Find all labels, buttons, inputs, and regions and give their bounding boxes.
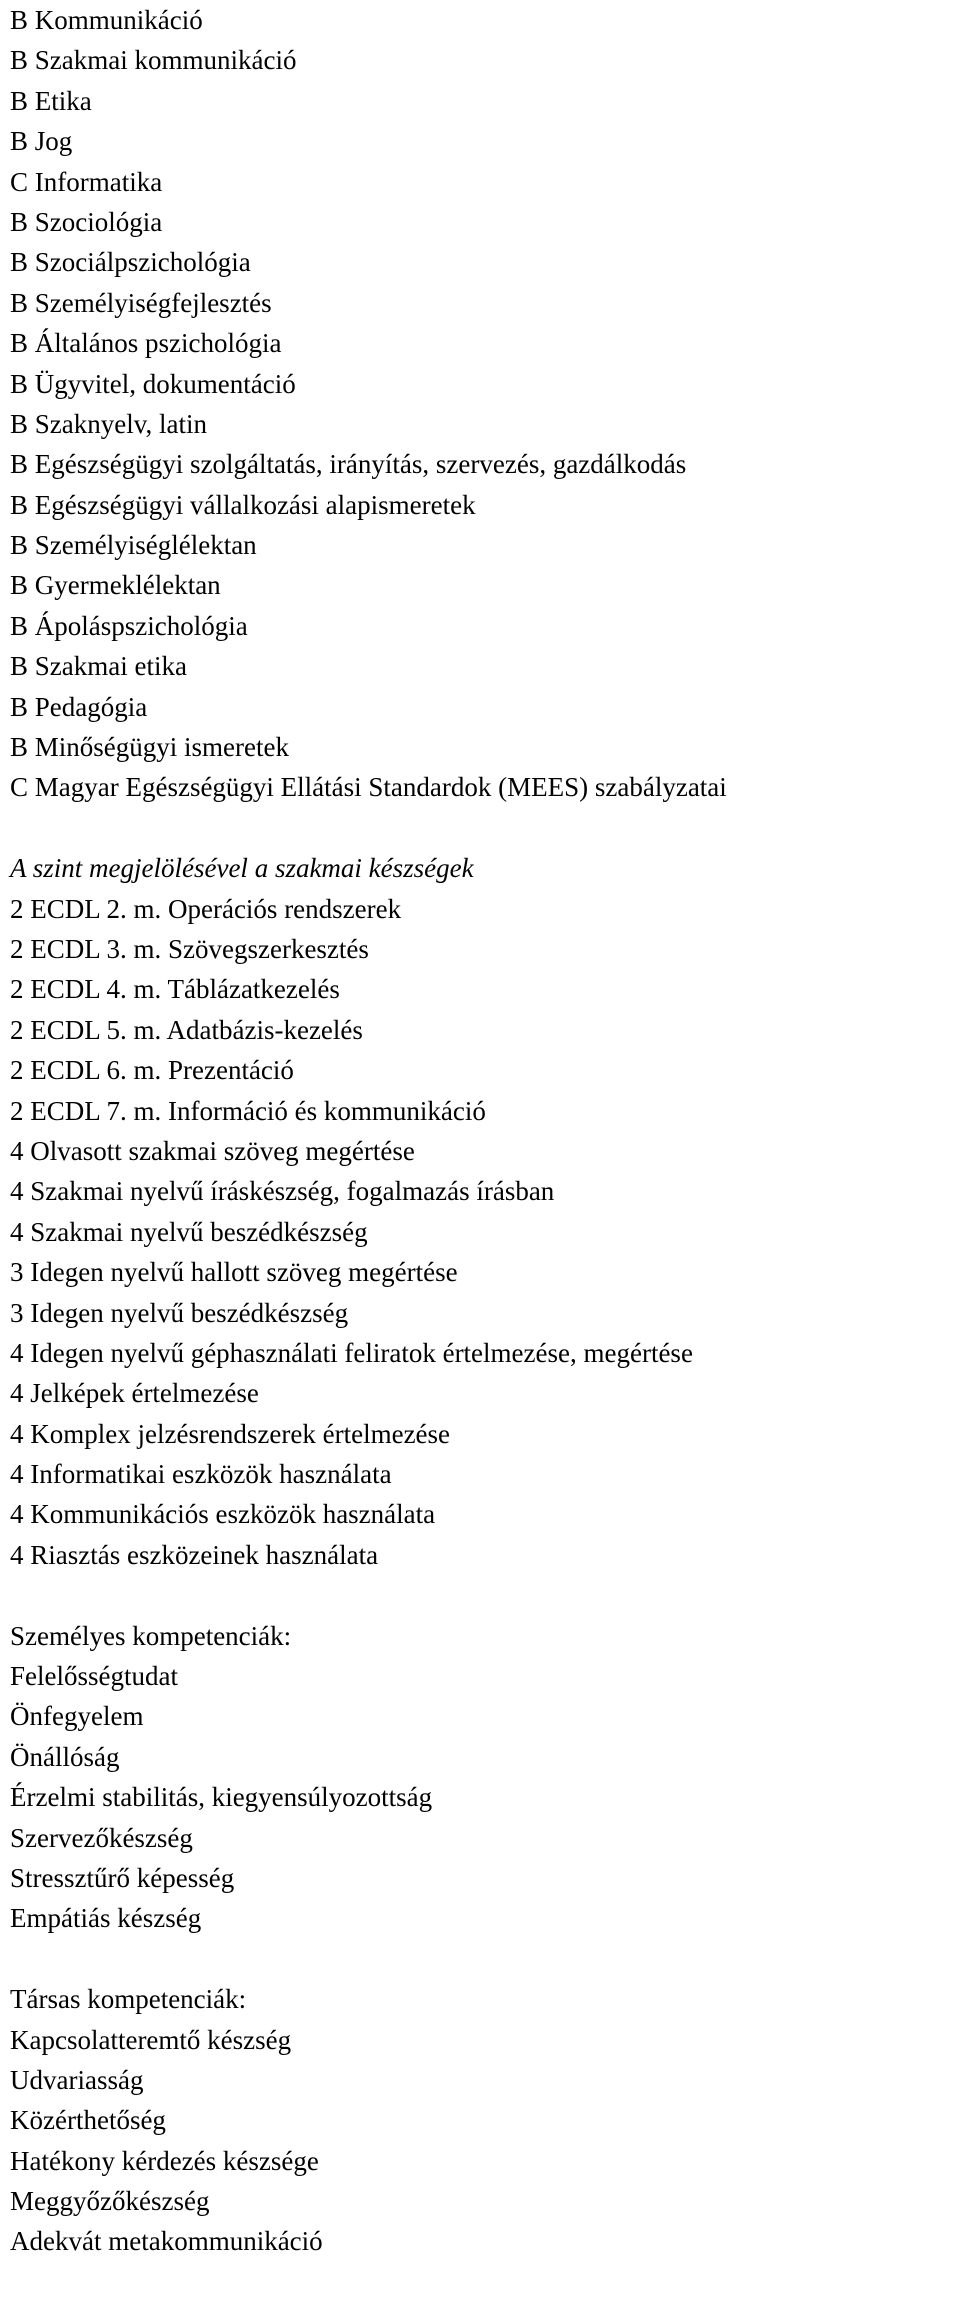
subject-line: B Pedagógia	[10, 691, 148, 722]
subject-line: B Ügyvitel, dokumentáció	[10, 368, 296, 399]
section-spacer	[10, 1939, 955, 1979]
personal-competency-line: Önállóság	[10, 1741, 120, 1772]
social-competency-line: Adekvát metakommunikáció	[10, 2226, 323, 2257]
skill-line: 4 Informatikai eszközök használata	[10, 1459, 392, 1490]
social-competency-line: Udvariasság	[10, 2064, 144, 2095]
skill-line: 4 Olvasott szakmai szöveg megértése	[10, 1135, 415, 1166]
skill-line: 3 Idegen nyelvű hallott szöveg megértése	[10, 1257, 458, 1288]
skills-heading: A szint megjelölésével a szakmai készségek	[10, 853, 474, 884]
skill-line: 3 Idegen nyelvű beszédkészség	[10, 1297, 349, 1328]
subject-line: B Jog	[10, 126, 73, 157]
social-competency-line: Közérthetőség	[10, 2105, 166, 2136]
skill-line: 4 Kommunikációs eszközök használata	[10, 1499, 436, 1530]
subject-line: B Szakmai etika	[10, 651, 187, 682]
skill-line: 2 ECDL 7. m. Információ és kommunikáció	[10, 1095, 486, 1126]
subject-line: B Szociálpszichológia	[10, 247, 251, 278]
personal-competency-line: Érzelmi stabilitás, kiegyensúlyozottság	[10, 1782, 433, 1813]
subject-line: B Minőségügyi ismeretek	[10, 732, 289, 763]
subject-line: B Szociológia	[10, 206, 163, 237]
skill-line: 4 Idegen nyelvű géphasználati feliratok értelmezése, megértése	[10, 1337, 693, 1368]
section-spacer	[10, 808, 955, 848]
personal-competency-line: Felelősségtudat	[10, 1661, 178, 1692]
skill-line: 4 Komplex jelzésrendszerek értelmezése	[10, 1418, 451, 1449]
skills-section	[10, 848, 955, 1575]
subject-line: C Informatika	[10, 166, 163, 197]
skill-line: 2 ECDL 4. m. Táblázatkezelés	[10, 974, 340, 1005]
subject-line: B Egészségügyi vállalkozási alapismeretek	[10, 489, 476, 520]
social-competency-line: Kapcsolatteremtő készség	[10, 2024, 292, 2055]
subject-line: B Szakmai kommunikáció	[10, 45, 297, 76]
skill-line: 2 ECDL 3. m. Szövegszerkesztés	[10, 933, 369, 964]
skill-line: 4 Szakmai nyelvű íráskészség, fogalmazás írásban	[10, 1176, 555, 1207]
personal-competencies-heading: Személyes kompetenciák:	[10, 1620, 292, 1651]
subject-line: B Általános pszichológia	[10, 328, 282, 359]
skill-line: 4 Jelképek értelmezése	[10, 1378, 259, 1409]
subject-line: B Személyiséglélektan	[10, 530, 257, 561]
skill-line: 2 ECDL 5. m. Adatbázis-kezelés	[10, 1014, 363, 1045]
subject-line: C Magyar Egészségügyi Ellátási Standardok (MEES) szabályzatai	[10, 772, 727, 803]
social-competencies-heading: Társas kompetenciák:	[10, 1984, 247, 2015]
section-spacer	[10, 1575, 955, 1615]
subject-line: B Kommunikáció	[10, 5, 203, 35]
social-competency-line: Hatékony kérdezés készsége	[10, 2145, 319, 2176]
skill-line: 4 Szakmai nyelvű beszédkészség	[10, 1216, 368, 1247]
subject-line: B Egészségügyi szolgáltatás, irányítás, szervezés, gazdálkodás	[10, 449, 687, 480]
personal-competencies-section	[10, 1616, 955, 1939]
skill-line: 2 ECDL 6. m. Prezentáció	[10, 1055, 294, 1086]
subject-line: B Ápoláspszichológia	[10, 610, 248, 641]
skill-line: 2 ECDL 2. m. Operációs rendszerek	[10, 893, 402, 924]
subjects-list	[10, 0, 955, 808]
personal-competency-line: Szervezőkészség	[10, 1822, 193, 1853]
skill-line: 4 Riasztás eszközeinek használata	[10, 1539, 379, 1570]
social-competency-line: Meggyőzőkészség	[10, 2186, 210, 2217]
subject-line: B Szaknyelv, latin	[10, 408, 207, 439]
subject-line: B Etika	[10, 85, 92, 116]
document-page	[10, 0, 955, 2262]
personal-competency-line: Stressztűrő képesség	[10, 1862, 235, 1893]
personal-competency-line: Empátiás készség	[10, 1903, 202, 1934]
subject-line: B Gyermeklélektan	[10, 570, 221, 601]
personal-competency-line: Önfegyelem	[10, 1701, 144, 1732]
social-competencies-section	[10, 1979, 955, 2262]
subject-line: B Személyiségfejlesztés	[10, 287, 272, 318]
